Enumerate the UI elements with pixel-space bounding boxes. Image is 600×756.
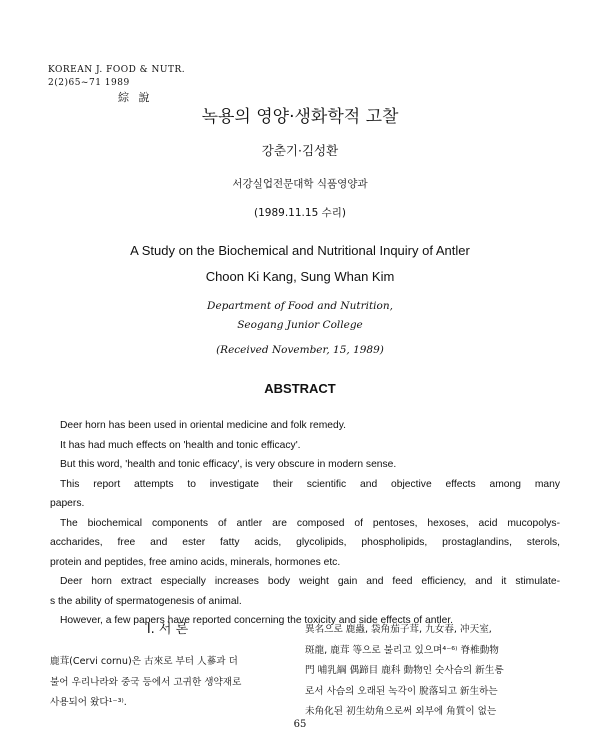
journal-header <box>48 64 185 90</box>
article-category: 綜 說 <box>118 91 153 104</box>
page-number: 65 <box>293 719 307 730</box>
department-line: Seogang Junior College <box>237 319 363 331</box>
body-line: 불어 우리나라와 중국 등에서 고귀한 생약재로 <box>50 676 242 688</box>
received-date-korean: (1989.11.15 수리) <box>254 207 346 219</box>
abstract-line: It has had much effects on 'health and tonic efficacy'. <box>60 439 301 451</box>
department-english <box>0 297 600 335</box>
abstract-line: papers. <box>50 498 85 509</box>
body-line: 사용되어 왔다¹⁻³⁾. <box>50 697 127 708</box>
received-date-english: (Received November, 15, 1989) <box>216 344 384 356</box>
body-line: 鹿茸(Cervi cornu)은 古來로 부터 人蔘과 더 <box>50 656 238 667</box>
body-line: 斑龍, 鹿茸 等으로 불리고 있으며⁴⁻⁶⁾ 脊椎動物 <box>305 644 499 656</box>
abstract-line: s the ability of spermatogenesis of animal. <box>50 595 242 607</box>
body-line: 未角化된 初生幼角으로써 외부에 角質이 없는 <box>305 706 497 717</box>
department-line: Department of Food and Nutrition, <box>207 300 393 312</box>
abstract-line: Deer horn extract especially increases body weight gain and feed efficiency, and it stimulate- <box>60 576 560 587</box>
authors-korean: 강춘기·김성환 <box>261 143 339 158</box>
abstract-line: The biochemical components of antler are composed of pentoses, hexoses, acid mucopolys- <box>60 517 560 529</box>
abstract-line: Deer horn has been used in oriental medicine and folk remedy. <box>60 420 346 431</box>
affiliation-korean: 서강실업전문대학 식품영양과 <box>232 178 368 190</box>
abstract-line: This report attempts to investigate their scientific and objective effects among many <box>60 478 560 490</box>
abstract-body <box>50 416 560 631</box>
body-line: 異名으로 鹿蟲, 袋角茄子茸, 九女春, 冲天室, <box>305 624 492 635</box>
body-line: 로서 사슴의 오래된 녹각이 脫落되고 新生하는 <box>305 685 498 697</box>
body-column-left <box>50 652 290 714</box>
title-korean: 녹용의 영양·생화학적 고찰 <box>201 107 399 127</box>
title-english: A Study on the Biochemical and Nutritional Inquiry of Antler <box>130 243 470 258</box>
authors-english: Choon Ki Kang, Sung Whan Kim <box>205 269 395 284</box>
abstract-line: protein and peptides, free amino acids, minerals, hormones etc. <box>50 556 341 568</box>
journal-issue: 2(2)65~71 1989 <box>48 78 130 88</box>
abstract-heading: ABSTRACT <box>264 381 336 396</box>
body-column-right <box>305 620 560 723</box>
abstract-line: However, a few papers have reported concerning the toxicity and side effects of antler. <box>60 615 454 626</box>
section-heading: I. 서 론 <box>146 622 189 637</box>
abstract-line: accharides, free and ester fatty acids, glycolipids, phospholipids, prostaglandins, sterols, <box>50 537 560 548</box>
journal-name: KOREAN J. FOOD & NUTR. <box>48 65 186 75</box>
body-line: 門 哺乳綱 偶蹄目 鹿科 動物인 숫사슴의 新生롱 <box>305 665 504 676</box>
abstract-line: But this word, 'health and tonic efficacy', is very obscure in modern sense. <box>60 459 397 470</box>
